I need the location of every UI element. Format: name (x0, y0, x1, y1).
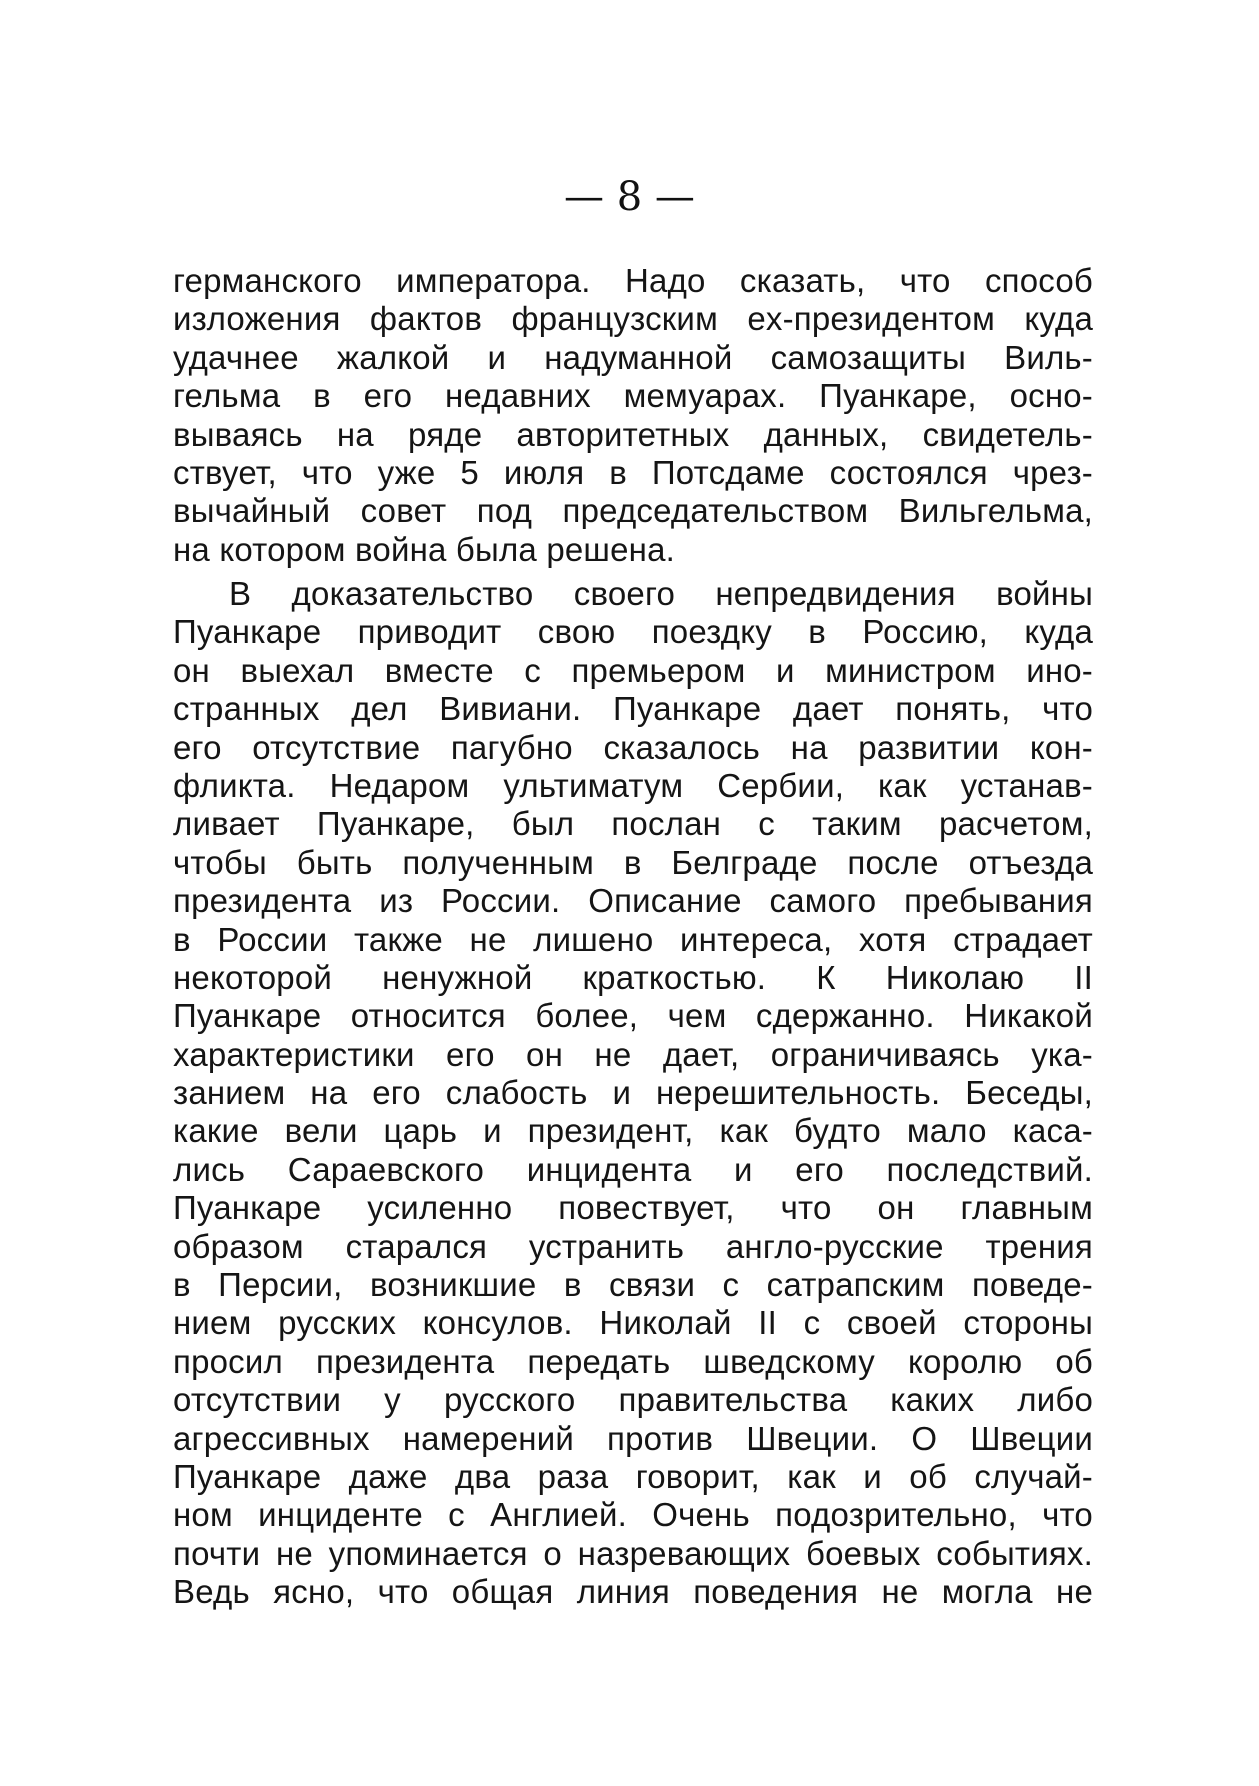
text-line: образом старался устранить англо-русские трения (173, 1227, 1093, 1265)
text-line: ном инциденте с Англией. Очень подозрительно, что (173, 1496, 1093, 1534)
text-line: на котором война была решена. (173, 530, 676, 568)
paragraph-2 (173, 575, 1093, 1612)
text-line: нием русских консулов. Николай II с своей стороны (173, 1304, 1093, 1342)
text-line: Пуанкаре даже два раза говорит, как и об случай- (173, 1457, 1093, 1495)
text-line: он выехал вместе с премьером и министром ино- (173, 651, 1093, 689)
text-line: фликта. Недаром ультиматум Сербии, как устанав- (173, 766, 1093, 804)
text-line: Ведь ясно, что общая линия поведения не могла не (173, 1573, 1093, 1611)
text-line: характеристики его он не дает, ограничиваясь ука- (173, 1035, 1093, 1073)
text-line: отсутствии у русского правительства каких либо (173, 1381, 1093, 1419)
text-line: германского императора. Надо сказать, что способ (173, 262, 1093, 299)
text-line: Пуанкаре относится более, чем сдержанно. Никакой (173, 997, 1093, 1035)
text-line: В доказательство своего непредвидения войны (229, 575, 1093, 612)
text-line: удачнее жалкой и надуманной самозащиты Виль- (173, 338, 1093, 376)
text-line: в России также не лишено интереса, хотя страдает (173, 920, 1093, 958)
paragraph-1 (173, 262, 1093, 569)
text-line: ливает Пуанкаре, был послан с таким расчетом, (173, 805, 1093, 843)
text-line: лись Сараевского инцидента и его последствий. (173, 1150, 1093, 1188)
text-line: изложения фактов французским ex-президентом куда (173, 300, 1093, 338)
text-line: ствует, что уже 5 июля в Потсдаме состоялся чрез- (173, 453, 1093, 491)
text-line: почти не упоминается о назревающих боевых событиях. (173, 1534, 1093, 1572)
text-line: занием на его слабость и нерешительность. Беседы, (173, 1074, 1093, 1112)
text-line: агрессивных намерений против Швеции. О Швеции (173, 1419, 1093, 1457)
text-line: некоторой ненужной краткостью. К Николаю II (173, 958, 1093, 996)
text-line: какие вели царь и президент, как будто мало каса- (173, 1112, 1093, 1150)
text-line: чтобы быть полученным в Белграде после отъезда (173, 843, 1093, 881)
page-number: — 8 — (564, 174, 695, 220)
text-line: просил президента передать шведскому королю об (173, 1342, 1093, 1380)
text-line: Пуанкаре приводит свою поездку в Россию, куда (173, 613, 1093, 651)
text-line: вываясь на ряде авторитетных данных, свидетель- (173, 415, 1093, 453)
text-line: в Персии, возникшие в связи с сатрапским поведе- (173, 1266, 1093, 1304)
text-line: гельма в его недавних мемуарах. Пуанкаре, осно- (173, 377, 1093, 415)
text-line: вычайный совет под председательством Вильгельма, (173, 492, 1093, 530)
text-line: его отсутствие пагубно сказалось на развитии кон- (173, 728, 1093, 766)
text-line: Пуанкаре усиленно повествует, что он главным (173, 1189, 1093, 1227)
text-line: президента из России. Описание самого пребывания (173, 882, 1093, 920)
text-line: странных дел Вивиани. Пуанкаре дает понять, что (173, 690, 1093, 728)
